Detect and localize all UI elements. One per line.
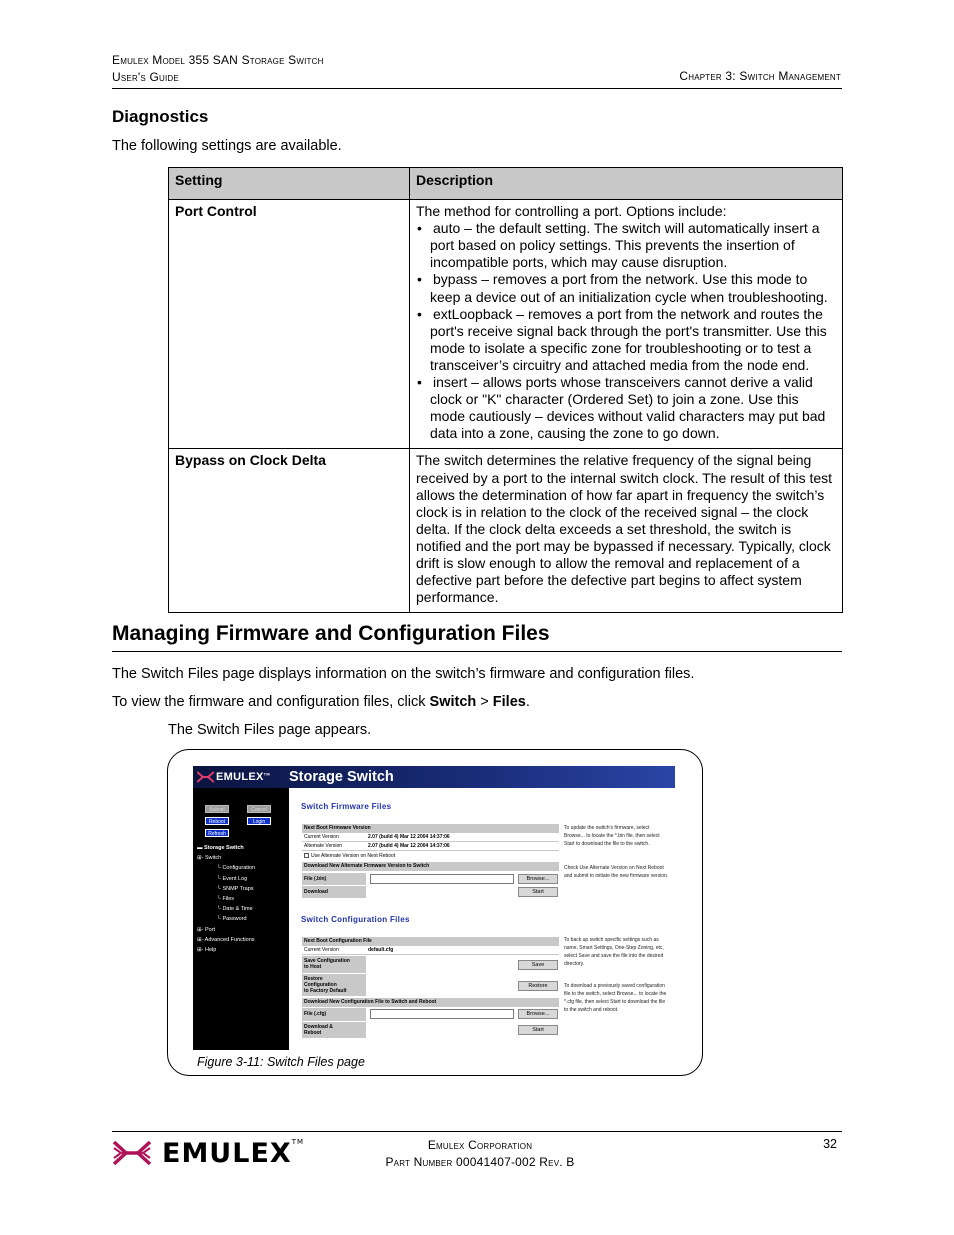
nav-tree: [197, 843, 255, 955]
firmware-file-input[interactable]: [370, 874, 514, 884]
list-item: • bypass – removes a port from the network. Use this mode to keep a device out of an initialization cycle when troubleshooting.: [416, 271, 836, 305]
section-rule: [112, 651, 842, 652]
config-browse-button[interactable]: Browse...: [518, 1009, 558, 1019]
list-item: • insert – allows ports whose transceivers cannot derive a valid clock or "K" character (Ordered Set) to join a zone. Use this mode cautiously – devices without valid characters may put bad data into a zone, causing the zone to go down.: [416, 374, 836, 442]
tree-item-storage-switch[interactable]: ▬ Storage Switch: [197, 845, 244, 851]
config-download-header: Download New Configuration File to Switch and Reboot: [302, 998, 559, 1007]
firmware-grid: [302, 824, 559, 910]
tree-item-advanced-functions[interactable]: ⊞- Advanced Functions: [197, 936, 255, 943]
config-start-button[interactable]: Start: [518, 1025, 558, 1035]
footer-part-number: Part Number 00041407-002 Rev. B: [385, 1155, 575, 1169]
firmware-help-2: Check Use Alternate Version on Next Reboot and submit to initiate the new firmware version.: [564, 865, 669, 879]
running-header-left: [112, 52, 324, 86]
table-row: [169, 449, 843, 613]
tree-item-password[interactable]: └ Password: [217, 916, 247, 923]
firmware-section-title: Switch Firmware Files: [301, 802, 392, 811]
footer-logo-text: EMULEX™: [162, 1138, 305, 1169]
sidebar: [193, 788, 289, 1050]
section-paragraph-3: The Switch Files page appears.: [168, 722, 372, 738]
config-help-1: To back up switch specific settings such as name, Smart Settings, One-Step Zoning, etc, select Save and save the file into the desired directory.: [564, 937, 664, 967]
tree-item-snmp-traps[interactable]: └ SNMP Traps: [217, 885, 254, 892]
config-download-reboot-label: Download & Reboot: [302, 1022, 366, 1038]
table-header-row: [169, 168, 843, 200]
list-item: • extLoopback – removes a port from the network and routes the port's receive signal back through the port's transmitter. Use this mode to isolate a specific zone for troubleshooting or to test a transceiver’s circuitry and attached media from the node end.: [416, 306, 836, 374]
firmware-browse-button[interactable]: Browse...: [518, 874, 558, 884]
section-paragraph-1: The Switch Files page displays information on the switch’s firmware and configuration files.: [112, 666, 695, 682]
save-config-button[interactable]: Save: [518, 960, 558, 970]
menu-path-files: Files: [492, 694, 526, 710]
config-grid: [302, 937, 559, 1041]
footer-corporation: [360, 1137, 600, 1171]
header-chapter: Chapter 3: Switch Management: [679, 69, 841, 83]
firmware-file-label: File (.bin): [302, 873, 366, 885]
tree-item-switch[interactable]: ⊞- Switch: [197, 855, 222, 862]
table-row: [169, 200, 843, 449]
firmware-download-header: Download New Alternate Firmware Version to Switch: [302, 862, 559, 871]
col-setting-header: Setting: [169, 168, 410, 200]
folder-icon: ▬: [197, 845, 203, 851]
header-title: Emulex Model 355 SAN Storage Switch: [112, 53, 324, 67]
port-control-intro: The method for controlling a port. Options include:: [416, 203, 727, 220]
firmware-help-1: To update the switch's firmware, select Browse... to locate the *.bin file, then select Start to download the file to the switch.: [564, 825, 660, 847]
brand-name: EMULEX™: [216, 771, 271, 783]
setting-port-control: Port Control: [169, 200, 410, 449]
firmware-start-button[interactable]: Start: [518, 887, 558, 897]
diagnostics-heading: Diagnostics: [112, 107, 209, 126]
description-port-control: [410, 200, 843, 449]
firmware-next-boot-header: Next Boot Firmware Version: [302, 824, 559, 833]
description-bypass-clock-delta: The switch determines the relative frequency of the signal being received by a port to the internal switch clock. The result of this test allows the determination of how far apart in frequency the switch’s clock is in relation to the clock of the received signal – the clock delta. If the clock delta exceeds a set threshold, the switch is notified and the port may be bypassed if necessary. Typically, clock drift is slow enough to allow the removal and replacement of a defective part before the defective part begins to affect system performance.: [410, 449, 843, 613]
setting-bypass-clock-delta: Bypass on Clock Delta: [169, 449, 410, 613]
login-button[interactable]: Login: [247, 817, 271, 825]
header-subtitle: User's Guide: [112, 70, 179, 84]
config-section-title: Switch Configuration Files: [301, 915, 410, 924]
list-item: • auto – the default setting. The switch will automatically insert a port based on policy settings. This prevents the insertion of incompatible ports, which may cause disruption.: [416, 220, 836, 271]
use-alternate-checkbox-row[interactable]: Use Alternate Version on Next Reboot: [302, 852, 559, 861]
config-file-input[interactable]: [370, 1009, 514, 1019]
reboot-button[interactable]: Reboot: [205, 817, 229, 825]
tree-item-event-log[interactable]: └ Event Log: [217, 875, 248, 882]
app-banner: [193, 766, 675, 788]
tree-item-files[interactable]: └ Files: [217, 896, 235, 903]
header-rule: [112, 88, 842, 89]
emulex-logo-icon: [197, 771, 214, 783]
firmware-download-label: Download: [302, 886, 366, 898]
restore-config-label: Restore Configuration to Factory Default: [302, 974, 366, 996]
figure-caption: Figure 3-11: Switch Files page: [197, 1055, 365, 1069]
menu-path-switch: Switch: [429, 694, 477, 710]
refresh-button[interactable]: Refresh: [205, 829, 229, 837]
config-next-boot-header: Next Boot Configuration File: [302, 937, 559, 946]
page-number: 32: [823, 1137, 837, 1151]
submit-button[interactable]: Submit: [205, 805, 229, 813]
config-file-label: File (.cfg): [302, 1008, 366, 1021]
port-control-options: [416, 220, 836, 442]
tree-item-port[interactable]: ⊞- Port: [197, 926, 216, 933]
switch-files-screenshot: [193, 766, 675, 1050]
footer-corp-name: Emulex Corporation: [427, 1138, 533, 1152]
tree-item-help[interactable]: ⊞- Help: [197, 947, 217, 954]
col-description-header: Description: [410, 168, 843, 200]
use-alternate-checkbox[interactable]: [304, 853, 309, 858]
section-heading: Managing Firmware and Configuration Files: [112, 622, 550, 645]
config-current-row: Current Version default.cfg: [302, 946, 559, 955]
files-content: [289, 788, 675, 1050]
save-config-label: Save Configuration to Host: [302, 956, 366, 973]
firmware-alternate-row: Alternate Version 2.07 (build 4) Mar 12 2004 14:37:06: [302, 842, 559, 851]
emulex-footer-logo: [112, 1136, 312, 1170]
config-help-2: To download a previously saved configuration file to the switch, select Browse... to locate the *.cfg file, then select Start to download the file to the switch and reboot.: [564, 983, 667, 1013]
diagnostics-intro: The following settings are available.: [112, 138, 342, 154]
restore-config-button[interactable]: Restore: [518, 981, 558, 991]
firmware-current-row: Current Version 2.07 (build 4) Mar 12 2004 14:37:06: [302, 833, 559, 842]
settings-table: [168, 167, 843, 613]
tree-item-configuration[interactable]: └ Configuration: [217, 865, 256, 872]
app-title: Storage Switch: [289, 769, 394, 785]
cancel-button[interactable]: Cancel: [247, 805, 271, 813]
footer-rule: [112, 1131, 842, 1132]
section-paragraph-2: To view the firmware and configuration files, click Switch > Files.: [112, 694, 530, 710]
tree-item-date-time[interactable]: └ Date & Time: [217, 906, 253, 913]
